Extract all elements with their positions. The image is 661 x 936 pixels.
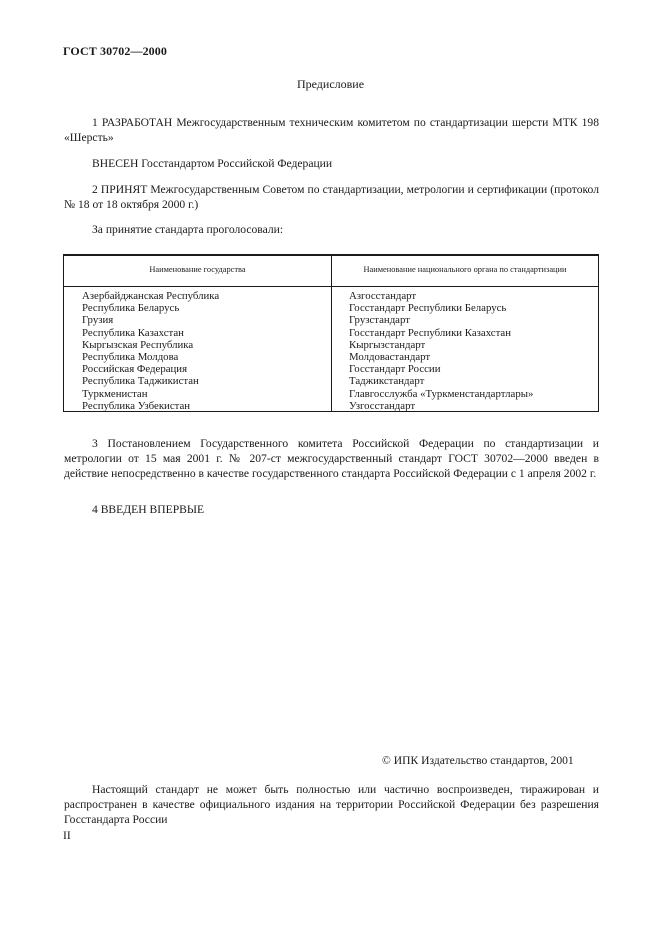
table-cell-body: Госстандарт Республики Беларусь: [349, 302, 507, 315]
paragraph-introduced: ВНЕСЕН Госстандартом Российской Федерации: [92, 157, 333, 170]
table-header-divider: [64, 286, 598, 287]
table-cell-body: Таджикстандарт: [349, 375, 425, 388]
table-header-state: Наименование государства: [149, 265, 246, 274]
reproduction-notice: Настоящий стандарт не может быть полностью или частично воспроизведен, тиражирован и распространен в качестве официального издания на территории Российской Федерации без разрешения Госстандарта России: [64, 783, 599, 826]
table-cell-body: Грузстандарт: [349, 314, 410, 327]
table-cell-state: Республика Молдова: [82, 351, 179, 364]
table-cell-state: Республика Беларусь: [82, 302, 180, 315]
paragraph-developed: 1 РАЗРАБОТАН Межгосударственным техническим комитетом по стандартизации шерсти МТК 198 «Шерсть»: [64, 116, 599, 144]
table-column-states: [82, 290, 219, 412]
table-cell-state: Кыргызская Республика: [82, 338, 194, 351]
document-code: ГОСТ 30702—2000: [63, 44, 167, 58]
table-cell-state: Республика Таджикистан: [82, 375, 199, 388]
table-cell-body: Азгосстандарт: [349, 290, 417, 302]
table-cell-body: Главгосслужба «Туркменстандартлары»: [349, 387, 534, 400]
table-column-bodies: [349, 290, 533, 412]
table-cell-state: Азербайджанская Республика: [82, 290, 220, 302]
paragraph-first-introduced: 4 ВВЕДЕН ВПЕРВЫЕ: [92, 503, 205, 516]
table-cell-state: Республика Казахстан: [82, 326, 184, 339]
table-cell-body: Госстандарт Республики Казахстан: [349, 326, 511, 339]
table-cell-state: Грузия: [82, 314, 114, 327]
table-cell-body: Кыргызстандарт: [349, 338, 426, 351]
table-cell-state: Российская Федерация: [82, 363, 188, 376]
table-cell-body: Узгосстандарт: [349, 399, 416, 412]
paragraph-decree: 3 Постановлением Государственного комитета Российской Федерации по стандартизации и метрологии от 15 мая 2001 г. № 207-ст межгосударственный стандарт ГОСТ 30702—2000 введен в действие непосредственно в качестве государственного стандарта Российской Федерации с 1 апреля 2002 г.: [64, 437, 599, 480]
paragraph-adopted: 2 ПРИНЯТ Межгосударственным Советом по стандартизации, метрологии и сертификации (протокол № 18 от 18 октября 2000 г.): [64, 183, 599, 211]
table-header-national-body: Наименование национального органа по стандартизации: [363, 265, 567, 274]
voting-table: [63, 254, 599, 412]
paragraph-voted: За принятие стандарта проголосовали:: [92, 223, 284, 236]
page-number: II: [63, 829, 71, 842]
table-cell-state: Республика Узбекистан: [82, 399, 191, 412]
table-cell-body: Молдовастандарт: [349, 351, 431, 364]
table-column-divider: [331, 256, 332, 411]
section-title: Предисловие: [296, 77, 365, 91]
table-cell-body: Госстандарт России: [349, 363, 441, 376]
copyright-line: © ИПК Издательство стандартов, 2001: [382, 754, 574, 767]
table-cell-state: Туркменистан: [82, 387, 148, 400]
